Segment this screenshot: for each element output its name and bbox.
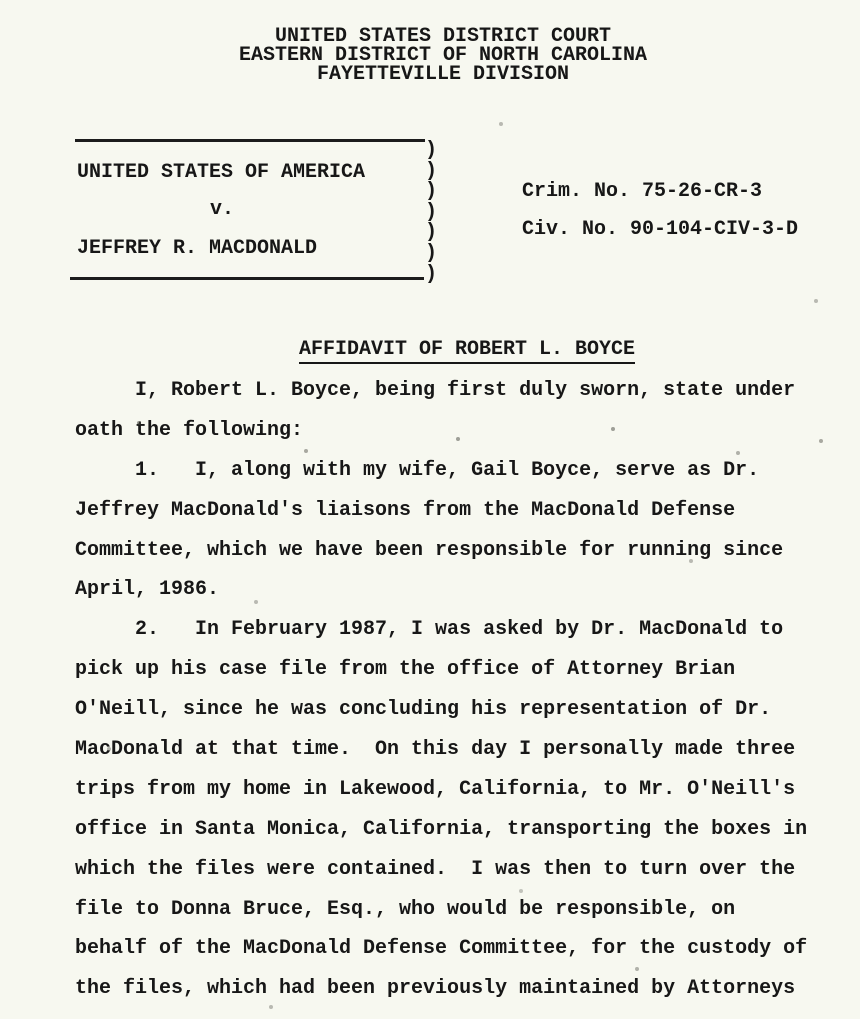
defendant-name: JEFFREY R. MACDONALD	[77, 237, 318, 260]
court-header	[75, 27, 811, 84]
text-line: the files, which had been previously maintained by Attorneys	[75, 977, 796, 1001]
versus-label: v.	[210, 198, 235, 221]
text-line: FAYETTEVILLE DIVISION	[316, 63, 570, 86]
text-line: MacDonald at that time. On this day I personally made three	[75, 738, 796, 762]
text-line: which the files were contained. I was then to turn over the	[75, 857, 796, 881]
text-line: behalf of the MacDonald Defense Committee, for the custody of	[75, 937, 808, 961]
text-line: file to Donna Bruce, Esq., who would be responsible, on	[75, 897, 736, 921]
text-line: )	[425, 180, 438, 204]
text-line: 2. In February 1987, I was asked by Dr. MacDonald to	[75, 618, 784, 642]
text-line: )	[425, 200, 438, 224]
document-title-text: AFFIDAVIT OF ROBERT L. BOYCE	[299, 340, 635, 364]
text-line: pick up his case file from the office of Attorney Brian	[75, 658, 736, 682]
text-line: )	[425, 262, 438, 286]
plaintiff-name: UNITED STATES OF AMERICA	[77, 161, 366, 184]
scan-noise-specks	[0, 0, 2, 2]
civil-case-number: Civ. No. 90-104-CIV-3-D	[522, 218, 799, 241]
text-line: I, Robert L. Boyce, being first duly sworn, state under	[75, 379, 796, 402]
text-line: )	[425, 221, 438, 245]
text-line: trips from my home in Lakewood, California, to Mr. O'Neill's	[75, 777, 796, 801]
text-line: EASTERN DISTRICT OF NORTH CAROLINA	[238, 44, 648, 67]
text-line: April, 1986.	[75, 578, 220, 602]
affidavit-body	[75, 371, 835, 1009]
text-line: )	[425, 139, 438, 162]
text-line: office in Santa Monica, California, transporting the boxes in	[75, 817, 808, 841]
text-line: Committee, which we have been responsible for running since	[75, 538, 784, 562]
text-line: )	[425, 159, 438, 183]
text-line: O'Neill, since he was concluding his representation of Dr.	[75, 698, 772, 722]
text-line: 1. I, along with my wife, Gail Boyce, serve as Dr.	[75, 458, 760, 482]
text-line: )	[425, 241, 438, 265]
text-line: oath the following:	[75, 418, 304, 442]
text-line: UNITED STATES DISTRICT COURT	[274, 25, 612, 48]
caption-paren-column	[425, 141, 437, 285]
caption-bottom-rule	[70, 277, 424, 280]
criminal-case-number: Crim. No. 75-26-CR-3	[522, 180, 763, 203]
caption-top-rule	[75, 139, 425, 142]
text-line: Jeffrey MacDonald's liaisons from the MacDonald Defense	[75, 498, 736, 522]
